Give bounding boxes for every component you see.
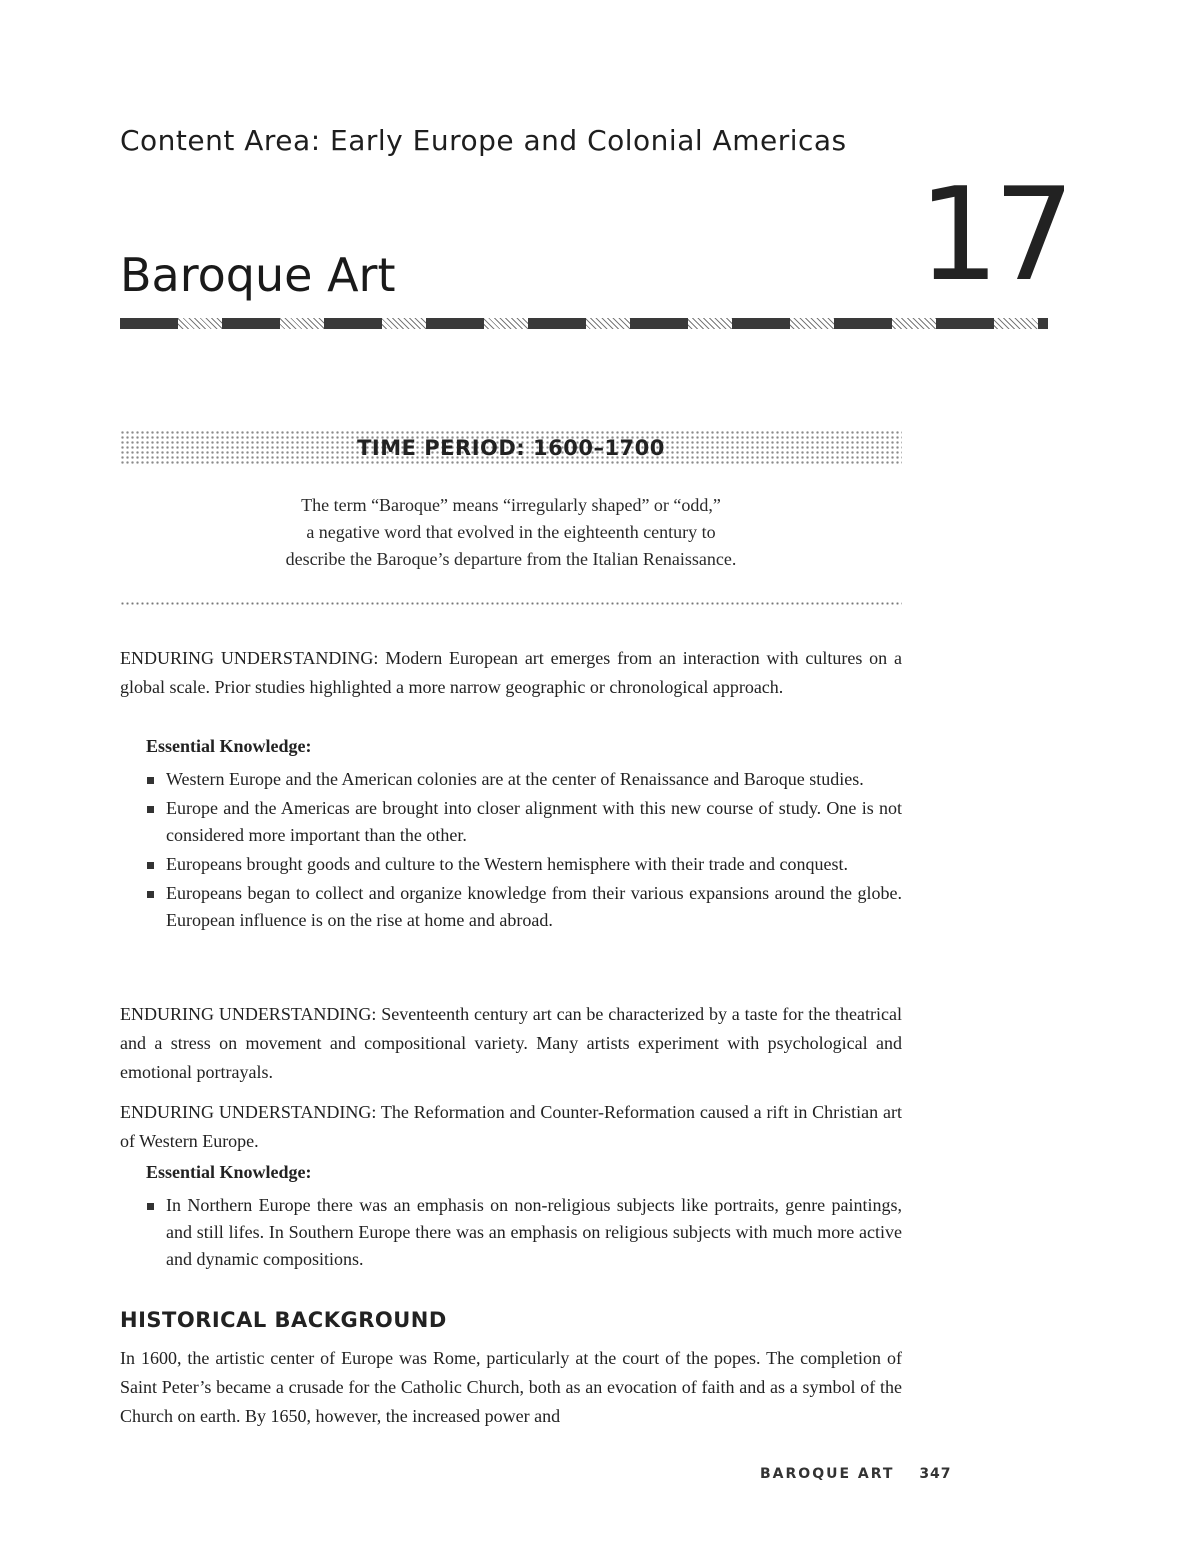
chapter-title-rule bbox=[120, 318, 1048, 329]
enduring-understanding-2: ENDURING UNDERSTANDING: Seventeenth century art can be characterized by a taste for the theatrical and a stress on movement and compositional variety. Many artists experiment with psychological and emotional portrayals. bbox=[120, 1004, 902, 1082]
essential-knowledge-list bbox=[146, 1192, 902, 1275]
list-item: Western Europe and the American colonies are at the center of Renaissance and Baroque studies. bbox=[146, 766, 902, 793]
section-divider bbox=[120, 601, 902, 607]
time-period-band bbox=[120, 430, 902, 466]
intro-line: The term “Baroque” means “irregularly shaped” or “odd,” bbox=[301, 495, 721, 515]
essential-knowledge-list bbox=[146, 766, 902, 936]
chapter-title: Baroque Art bbox=[120, 248, 396, 302]
chapter-number: 17 bbox=[918, 161, 1069, 310]
intro-line: a negative word that evolved in the eighteenth century to bbox=[306, 522, 716, 542]
list-item: Europe and the Americas are brought into closer alignment with this new course of study. One is not considered more important than the other. bbox=[146, 795, 902, 849]
historical-background-text: In 1600, the artistic center of Europe was Rome, particularly at the court of the popes. The completion of Saint Peter’s became a crusade for the Catholic Church, both as an evocation of faith and as a symbol of the Church on earth. By 1650, however, the increased power and bbox=[120, 1348, 902, 1426]
list-item: In Northern Europe there was an emphasis on non-religious subjects like portraits, genre paintings, and still lifes. In Southern Europe there was an emphasis on religious subjects with much more active and dynamic compositions. bbox=[146, 1192, 902, 1273]
list-item: Europeans began to collect and organize knowledge from their various expansions around the globe. European influence is on the rise at home and abroad. bbox=[146, 880, 902, 934]
intro-quote bbox=[120, 492, 902, 573]
page-number: 347 bbox=[919, 1466, 952, 1482]
enduring-understanding-1: ENDURING UNDERSTANDING: Modern European art emerges from an interaction with cultures on a global scale. Prior studies highlighted a more narrow geographic or chronological approach. bbox=[120, 648, 902, 697]
content-area-heading: Content Area: Early Europe and Colonial Americas bbox=[120, 124, 847, 157]
historical-background-heading: HISTORICAL BACKGROUND bbox=[120, 1308, 447, 1332]
essential-knowledge-heading: Essential Knowledge: bbox=[146, 1162, 312, 1182]
page-footer bbox=[760, 1466, 960, 1482]
time-period-text: TIME PERIOD: 1600–1700 bbox=[357, 436, 665, 460]
intro-line: describe the Baroque’s departure from the Italian Renaissance. bbox=[285, 549, 737, 569]
essential-knowledge-heading: Essential Knowledge: bbox=[146, 736, 312, 756]
time-period-label bbox=[120, 430, 902, 466]
running-head: BAROQUE ART bbox=[760, 1466, 895, 1482]
list-item: Europeans brought goods and culture to the Western hemisphere with their trade and conquest. bbox=[146, 851, 902, 878]
enduring-understanding-3: ENDURING UNDERSTANDING: The Reformation and Counter-Reformation caused a rift in Christian art of Western Europe. bbox=[120, 1102, 902, 1151]
